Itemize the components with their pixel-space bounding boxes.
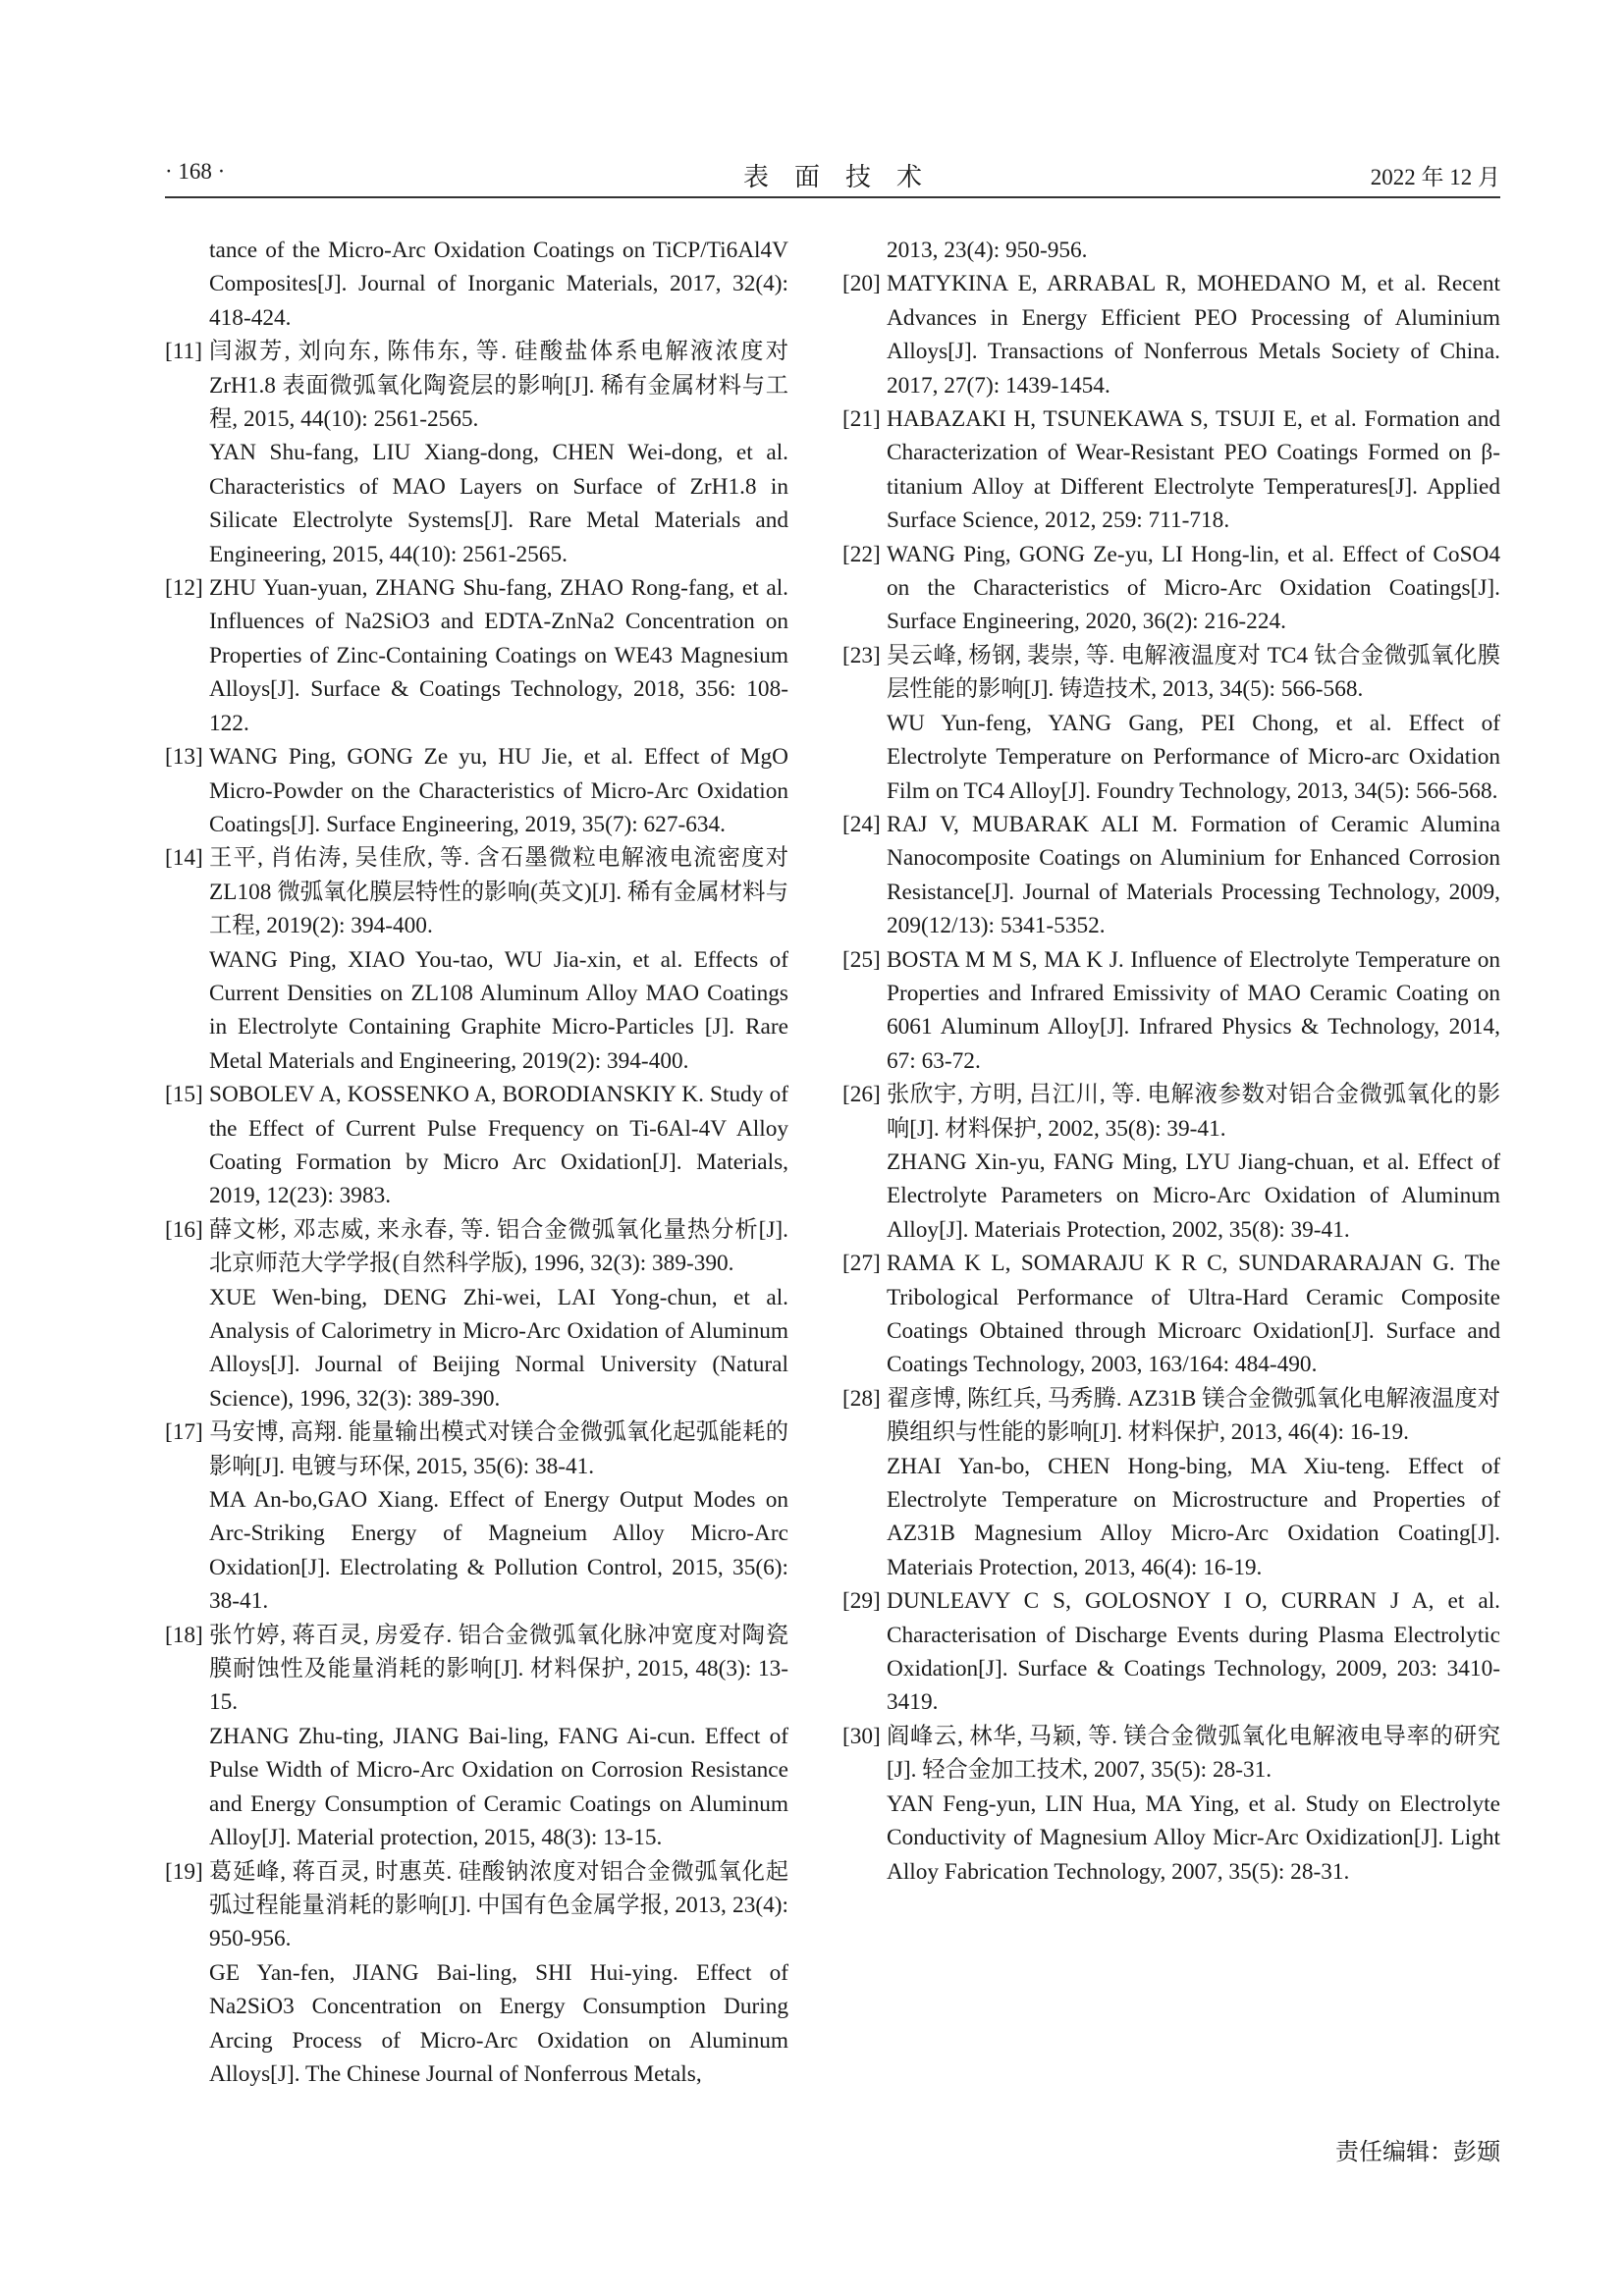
reference-item [165,1213,788,1415]
reference-text-english: YAN Shu-fang, LIU Xiang-dong, CHEN Wei-dong, et al. Characteristics of MAO Layers on Surface of ZrH1.8 in Silicate Electrolyte Systems[J]. Rare Metal Materials and Engineering, 2015, 44(10): 2561-2565. [209,440,788,567]
reference-text-chinese: 翟彦博, 陈红兵, 马秀腾. AZ31B 镁合金微弧氧化电解液温度对膜组织与性能的影响[J]. 材料保护, 2013, 46(4): 16-19. [887,1385,1500,1446]
reference-number: [15] [165,1082,203,1108]
reference-item [842,1720,1500,1889]
page-number: · 168 · [165,159,226,184]
reference-item [165,571,788,740]
reference-number: [11] [165,339,202,365]
reference-text-english: DUNLEAVY C S, GOLOSNOY I O, CURRAN J A, et al. Characterisation of Discharge Events during Plasma Electrolytic Oxidation[J]. Surface & Coatings Technology, 2009, 203: 3410-3419. [887,1588,1500,1716]
reference-number: [26] [842,1082,881,1108]
reference-number: [21] [842,406,881,433]
reference-text-chinese: 马安博, 高翔. 能量输出模式对镁合金微弧氧化起弧能耗的影响[J]. 电镀与环保, 2015, 35(6): 38-41. [209,1419,788,1479]
journal-title: 表面技术 [742,163,947,191]
reference-text-english: WANG Ping, GONG Ze yu, HU Jie, et al. Effect of MgO Micro-Powder on the Characteristics of Micro-Arc Oxidation Coatings[J]. Surface Engineering, 2019, 35(7): 627-634. [209,744,788,837]
reference-number: [23] [842,642,881,668]
reference-number: [19] [165,1858,203,1885]
reference-item [165,841,788,1078]
reference-item [165,335,788,571]
reference-text-english: ZHANG Zhu-ting, JIANG Bai-ling, FANG Ai-cun. Effect of Pulse Width of Micro-Arc Oxidation on Corrosion Resistance and Energy Consumption of Ceramic Coatings on Aluminum Alloy[J]. Material protection, 2015, 48(3): 13-15. [209,1723,788,1851]
reference-item [842,267,1500,402]
reference-text-english: MATYKINA E, ARRABAL R, MOHEDANO M, et al. Recent Advances in Energy Efficient PEO Processing of Aluminium Alloys[J]. Transactions of Nonferrous Metals Society of China. 2017, 27(7): 1439-1454. [887,271,1500,399]
reference-column-right [842,234,1500,1889]
reference-text-english: XUE Wen-bing, DENG Zhi-wei, LAI Yong-chun, et al. Analysis of Calorimetry in Micro-Arc Oxidation of Aluminum Alloys[J]. Journal of Beijing Normal University (Natural Science), 1996, 32(3): 389-390. [209,1284,788,1412]
reference-item [842,402,1500,538]
reference-number: [25] [842,946,881,973]
reference-text-english: BOSTA M M S, MA K J. Influence of Electrolyte Temperature on Properties and Infrared Emissivity of MAO Ceramic Coating on 6061 Aluminum Alloy[J]. Infrared Physics & Technology, 2014, 67: 63-72. [887,946,1500,1074]
reference-text-chinese: 闫淑芳, 刘向东, 陈伟东, 等. 硅酸盐体系电解液浓度对 ZrH1.8 表面微弧氧化陶瓷层的影响[J]. 稀有金属材料与工程, 2015, 44(10): 2561-2565. [209,339,788,433]
reference-item [842,538,1500,639]
reference-text-english: HABAZAKI H, TSUNEKAWA S, TSUJI E, et al. Formation and Characterization of Wear-Resistant PEO Coatings Formed on β-titanium Alloy at Different Electrolyte Temperatures[J]. Applied Surface Science, 2012, 259: 711-718. [887,406,1500,534]
reference-item [842,943,1500,1079]
reference-text-english: ZHAI Yan-bo, CHEN Hong-bing, MA Xiu-teng. Effect of Electrolyte Temperature on Microstructure and Properties of AZ31B Magnesium Alloy Micro-Arc Oxidation Coating[J]. Materiais Protection, 2013, 46(4): 16-19. [887,1453,1500,1580]
reference-number: [17] [165,1419,203,1446]
reference-text-english: ZHANG Xin-yu, FANG Ming, LYU Jiang-chuan, et al. Effect of Electrolyte Parameters on Micro-Arc Oxidation of Aluminum Alloy[J]. Materiais Protection, 2002, 35(8): 39-41. [887,1148,1500,1243]
reference-number: [30] [842,1723,881,1749]
reference-item [165,1415,788,1618]
reference-number: [22] [842,541,881,567]
reference-text-english: WU Yun-feng, YANG Gang, PEI Chong, et al. Effect of Electrolyte Temperature on Performance of Micro-arc Oxidation Film on TC4 Alloy[J]. Foundry Technology, 2013, 34(5): 566-568. [887,710,1500,804]
reference-number: [28] [842,1385,881,1412]
reference-continuation: 2013, 23(4): 950-956. [887,238,1088,263]
reference-text-english: RAJ V, MUBARAK ALI M. Formation of Ceramic Alumina Nanocomposite Coatings on Aluminium for Enhanced Corrosion Resistance[J]. Journal of Materials Processing Technology, 2009, 209(12/13): 5341-5352. [887,811,1500,939]
reference-text-chinese: 阎峰云, 林华, 马颖, 等. 镁合金微弧氧化电解液电导率的研究[J]. 轻合金加工技术, 2007, 35(5): 28-31. [887,1723,1500,1784]
reference-item [165,740,788,841]
reference-number: [16] [165,1216,203,1243]
reference-item [842,1382,1500,1584]
reference-text-chinese: 张竹婷, 蒋百灵, 房爱存. 铝合金微弧氧化脉冲宽度对陶瓷膜耐蚀性及能量消耗的影响[J]. 材料保护, 2015, 48(3): 13-15. [209,1622,788,1716]
reference-item [165,1855,788,2092]
reference-text-english: WANG Ping, XIAO You-tao, WU Jia-xin, et al. Effects of Current Densities on ZL108 Aluminum Alloy MAO Coatings in Electrolyte Containing Graphite Micro-Particles [J]. Rare Metal Materials and Engineering, 2019(2): 394-400. [209,946,788,1074]
reference-number: [14] [165,845,203,872]
reference-item [842,808,1500,943]
header-rule [165,196,1500,198]
reference-text-chinese: 张欣宇, 方明, 吕江川, 等. 电解液参数对铝合金微弧氧化的影响[J]. 材料保护, 2002, 35(8): 39-41. [887,1082,1500,1142]
reference-text-english: MA An-bo,GAO Xiang. Effect of Energy Output Modes on Arc-Striking Energy of Magneium Alloy Micro-Arc Oxidation[J]. Electrolating & Pollution Control, 2015, 35(6): 38-41. [209,1487,788,1615]
reference-item [842,1247,1500,1382]
reference-text-english: YAN Feng-yun, LIN Hua, MA Ying, et al. Study on Electrolyte Conductivity of Magnesium Alloy Micr-Arc Oxidization[J]. Light Alloy Fabrication Technology, 2007, 35(5): 28-31. [887,1790,1500,1885]
reference-text-chinese: 薛文彬, 邓志威, 来永春, 等. 铝合金微弧氧化量热分析[J]. 北京师范大学学报(自然科学版), 1996, 32(3): 389-390. [209,1216,788,1277]
reference-number: [24] [842,811,881,837]
reference-number: [13] [165,744,203,771]
reference-item [842,639,1500,808]
reference-text-english: SOBOLEV A, KOSSENKO A, BORODIANSKIY K. Study of the Effect of Current Pulse Frequency on Ti-6Al-4V Alloy Coating Formation by Micro Arc Oxidation[J]. Materials, 2019, 12(23): 3983. [209,1082,788,1209]
reference-item [842,1078,1500,1247]
page-header [165,149,1500,192]
reference-text-english: RAMA K L, SOMARAJU K R C, SUNDARARAJAN G. The Tribological Performance of Ultra-Hard Ceramic Composite Coatings Obtained through Microarc Oxidation[J]. Surface and Coatings Technology, 2003, 163/164: 484-490. [887,1251,1500,1378]
reference-number: [18] [165,1622,203,1648]
reference-number: [12] [165,575,203,602]
reference-text-english: WANG Ping, GONG Ze-yu, LI Hong-lin, et al. Effect of CoSO4 on the Characteristics of Micro-Arc Oxidation Coatings[J]. Surface Engineering, 2020, 36(2): 216-224. [887,541,1500,635]
reference-number: [27] [842,1251,881,1277]
reference-continuation: tance of the Micro-Arc Oxidation Coatings on TiCP/Ti6Al4V Composites[J]. Journal of Inorganic Materials, 2017, 32(4): 418-424. [209,238,788,331]
reference-text-english: ZHU Yuan-yuan, ZHANG Shu-fang, ZHAO Rong-fang, et al. Influences of Na2SiO3 and EDTA-ZnNa2 Concentration on Properties of Zinc-Containing Coatings on WE43 Magnesium Alloys[J]. Surface & Coatings Technology, 2018, 356: 108-122. [209,575,788,736]
reference-text-chinese: 葛延峰, 蒋百灵, 时惠英. 硅酸钠浓度对铝合金微弧氧化起弧过程能量消耗的影响[J]. 中国有色金属学报, 2013, 23(4): 950-956. [209,1858,788,1952]
reference-text-chinese: 吴云峰, 杨钢, 裴崇, 等. 电解液温度对 TC4 钛合金微弧氧化膜层性能的影响[J]. 铸造技术, 2013, 34(5): 566-568. [887,642,1500,703]
reference-column-left [165,234,788,2091]
reference-text-english: GE Yan-fen, JIANG Bai-ling, SHI Hui-ying. Effect of Na2SiO3 Concentration on Energy Consumption During Arcing Process of Micro-Arc Oxidation on Aluminum Alloys[J]. The Chinese Journal of Nonferrous Metals, [209,1959,788,2087]
reference-number: [29] [842,1588,881,1615]
reference-text-chinese: 王平, 肖佑涛, 吴佳欣, 等. 含石墨微粒电解液电流密度对 ZL108 微弧氧化膜层特性的影响(英文)[J]. 稀有金属材料与工程, 2019(2): 394-400. [209,845,788,939]
reference-item [842,1584,1500,1720]
reference-item [165,1078,788,1213]
responsible-editor: 责任编辑：彭颋 [1335,2138,1500,2165]
reference-number: [20] [842,271,881,297]
reference-item [165,1619,788,1855]
issue-date: 2022 年 12 月 [1370,165,1500,189]
